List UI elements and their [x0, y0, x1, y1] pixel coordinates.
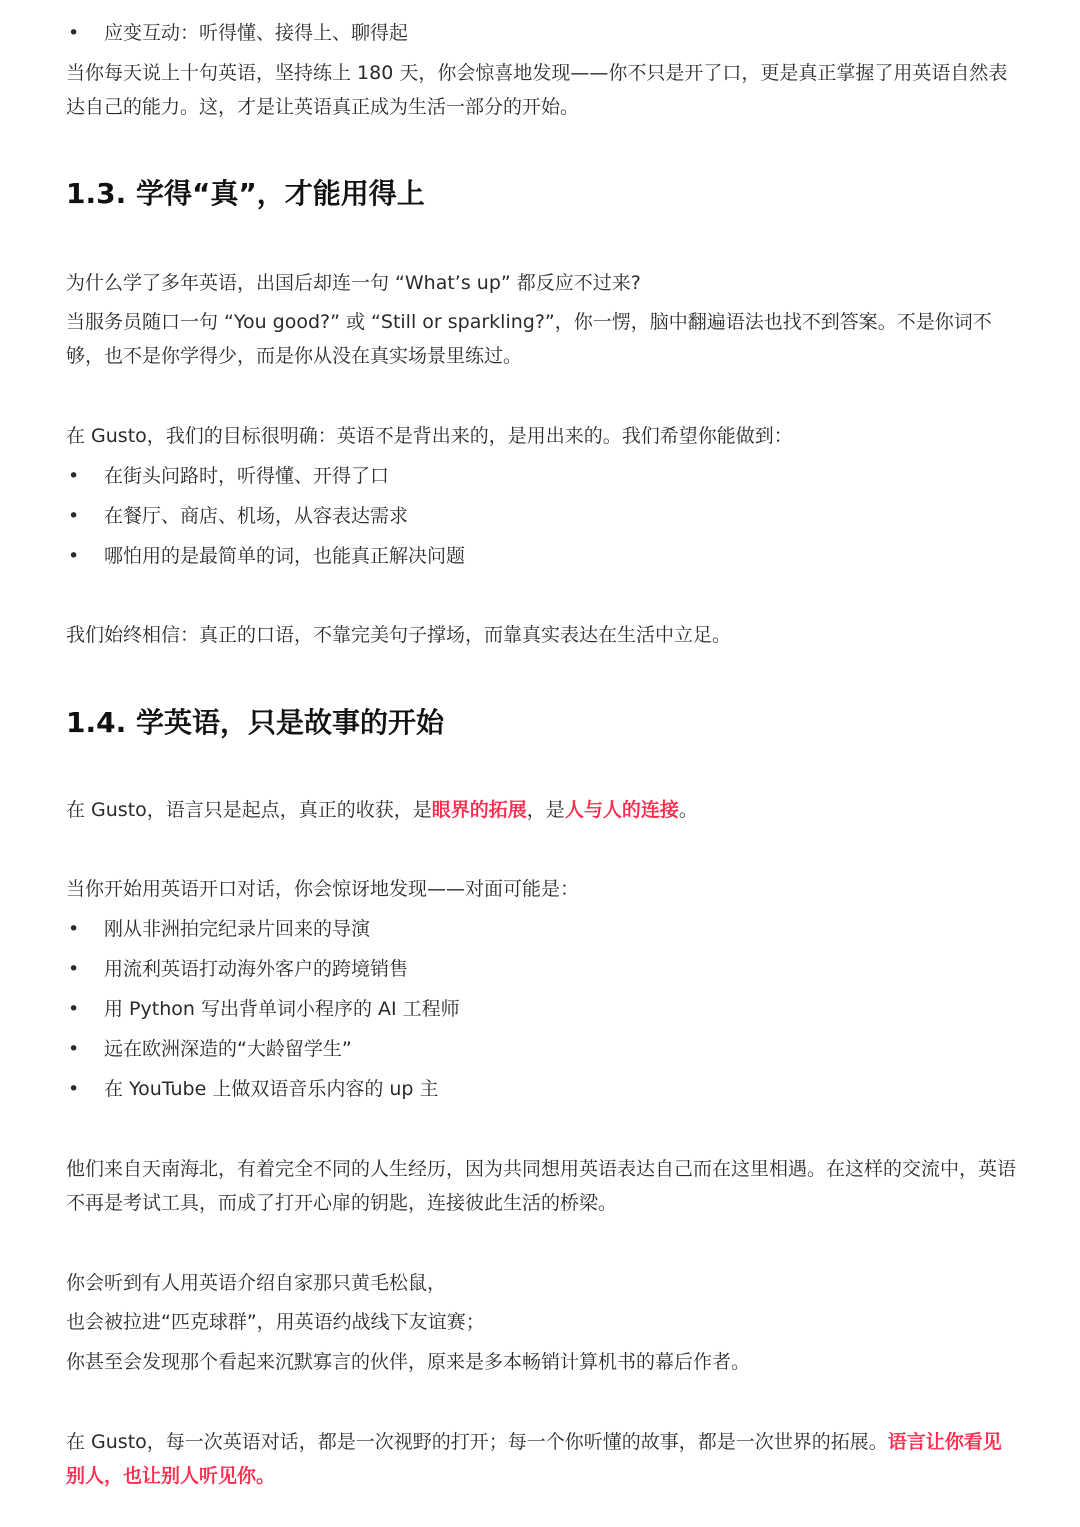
closing-paragraph [66, 1425, 1016, 1493]
scenario-paragraph: 当服务员随口一句 “You good?” 或 “Still or sparkling?”，你一愣，脑中翻遍语法也找不到答案。不是你词不够，也不是你学得少，而是你从没在真实场景里练过。 [66, 311, 992, 367]
list-item-text: 用 Python 写出背单词小程序的 AI 工程师 [104, 998, 460, 1020]
highlight-connection: 人与人的连接 [564, 799, 679, 821]
story-line: 也会被拉进“匹克球群”，用英语约战线下友谊赛； [66, 1311, 485, 1333]
highlight-closing: 语言让你看见别人，也让别人听见你。 [66, 1431, 1002, 1487]
intro-paragraph: 当你每天说上十句英语，坚持练上 180 天，你会惊喜地发现——你不只是开了口，更是真正掌握了用英语自然表达自己的能力。这，才是让英语真正成为生活一部分的开始。 [66, 62, 1008, 118]
story-line: 你甚至会发现那个看起来沉默寡言的伙伴，原来是多本畅销计算机书的幕后作者。 [66, 1351, 751, 1373]
list-item [66, 499, 1016, 533]
list-item-text: 应变互动：听得懂、接得上、聊得起 [104, 22, 409, 44]
highlight-horizon: 眼界的拓展 [431, 799, 527, 821]
question-paragraph: 为什么学了多年英语，出国后却连一句 “What’s up” 都反应不过来? [66, 272, 641, 294]
goal-paragraph: 在 Gusto，我们的目标很明确：英语不是背出来的，是用出来的。我们希望你能做到： [66, 425, 793, 447]
section-heading-1-3: 1.3. 学得“真”，才能用得上 [66, 177, 425, 210]
gusto-text-mid: ，是 [526, 799, 565, 821]
list-item [66, 992, 1016, 1026]
discover-paragraph: 当你开始用英语开口对话，你会惊讶地发现——对面可能是： [66, 878, 580, 900]
bullet-icon: • [68, 1038, 80, 1060]
gusto-paragraph [66, 793, 1016, 827]
list-item-text: 远在欧洲深造的“大龄留学生” [104, 1038, 352, 1060]
closing-text: 在 Gusto，每一次英语对话，都是一次视野的打开；每一个你听懂的故事，都是一次世界的拓展。 [66, 1431, 888, 1453]
list-item [66, 952, 1016, 986]
list-item-text: 在餐厅、商店、机场，从容表达需求 [104, 505, 409, 527]
list-item-text: 用流利英语打动海外客户的跨境销售 [104, 958, 409, 980]
list-item-text: 在街头问路时，听得懂、开得了口 [104, 465, 390, 487]
story-line: 你会听到有人用英语介绍自家那只黄毛松鼠， [66, 1272, 447, 1294]
list-item-text: 在 YouTube 上做双语音乐内容的 up 主 [104, 1078, 439, 1100]
gusto-text: 在 Gusto，语言只是起点，真正的收获，是 [66, 799, 432, 821]
bullet-icon: • [68, 958, 80, 980]
bullet-icon: • [68, 998, 80, 1020]
bullet-icon: • [68, 1078, 80, 1100]
list-item [66, 912, 1016, 946]
list-item-text: 刚从非洲拍完纪录片回来的导演 [104, 918, 371, 940]
section-heading-1-4: 1.4. 学英语，只是故事的开始 [66, 706, 444, 739]
list-item-text: 哪怕用的是最简单的词，也能真正解决问题 [104, 545, 466, 567]
list-item [66, 1032, 1016, 1066]
gusto-text-end: 。 [678, 799, 698, 821]
belief-paragraph: 我们始终相信：真正的口语，不靠完美句子撑场，而靠真实表达在生活中立足。 [66, 624, 732, 646]
bullet-icon: • [68, 545, 80, 567]
bullet-icon: • [68, 465, 80, 487]
bullet-icon: • [68, 918, 80, 940]
list-item [66, 16, 1016, 50]
bullet-icon: • [68, 505, 80, 527]
origins-paragraph: 他们来自天南海北，有着完全不同的人生经历，因为共同想用英语表达自己而在这里相遇。在这样的交流中，英语不再是考试工具，而成了打开心扉的钥匙，连接彼此生活的桥梁。 [66, 1158, 1017, 1214]
list-item [66, 539, 1016, 573]
list-item [66, 459, 1016, 493]
bullet-icon: • [68, 22, 80, 44]
list-item [66, 1072, 1016, 1106]
